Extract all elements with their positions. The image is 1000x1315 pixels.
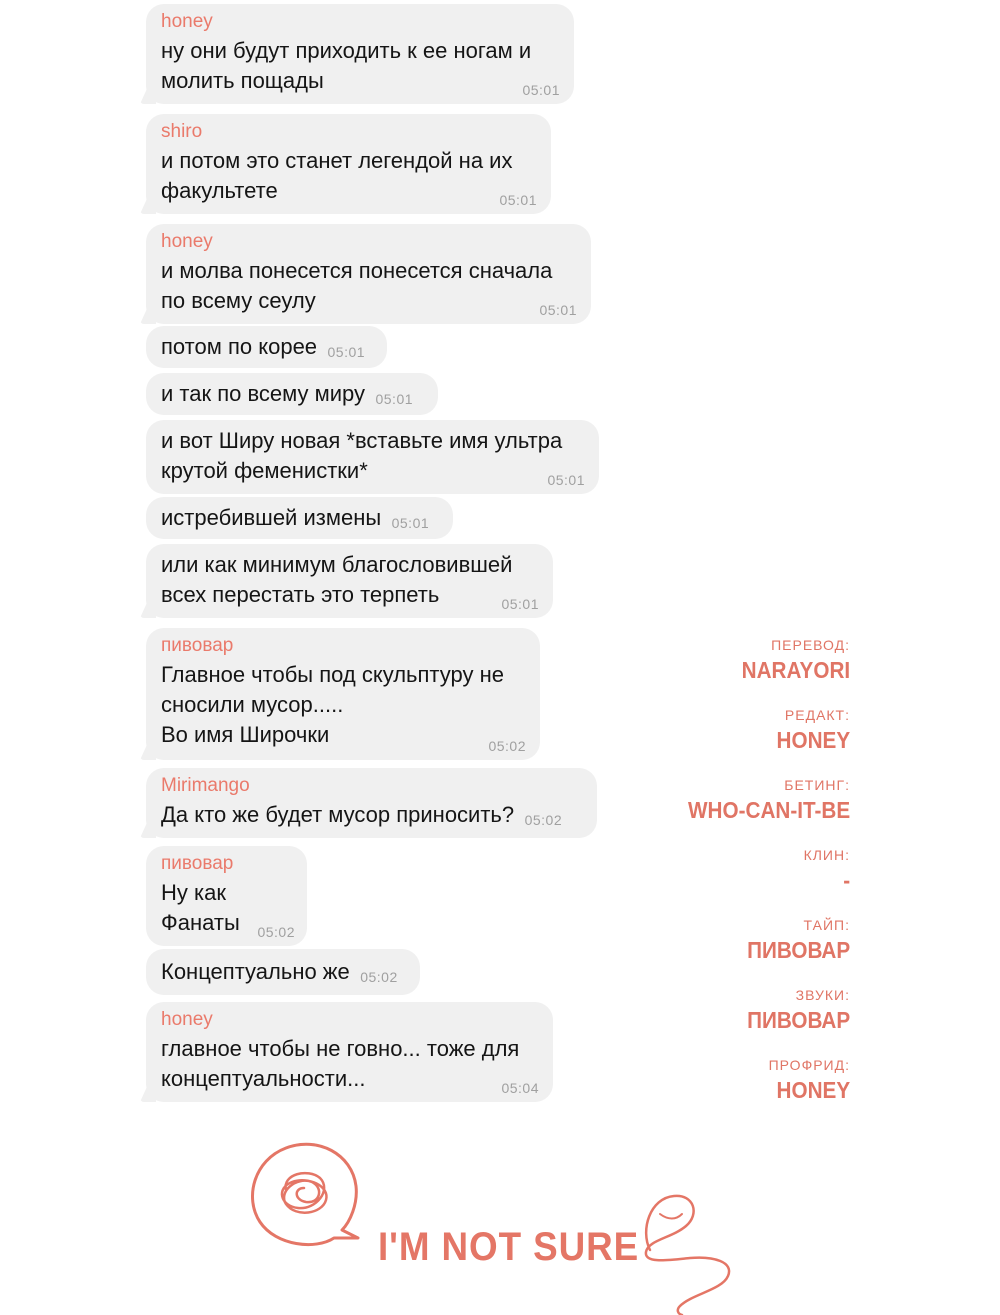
message-time: 05:01 <box>547 472 585 488</box>
message-sender: пивовар <box>161 635 234 656</box>
bubble-tail <box>140 604 156 618</box>
credit-name-sfx: ПИВОВАР <box>747 1007 850 1033</box>
message-time: 05:01 <box>375 391 414 407</box>
message-sender: Mirimango <box>161 775 250 796</box>
credit-role-translation: ПЕРЕВОД: <box>771 637 850 653</box>
message-time: 05:04 <box>501 1080 539 1096</box>
message-sender: honey <box>161 11 213 32</box>
scribble-speech-bubble-icon <box>246 1138 366 1248</box>
message-bubble[interactable] <box>146 420 599 494</box>
bubble-tail <box>140 200 156 214</box>
message-time: 05:02 <box>360 969 398 985</box>
message-time: 05:02 <box>488 738 526 754</box>
bubble-tail <box>140 746 156 760</box>
message-time: 05:01 <box>522 82 560 98</box>
squiggle-icon <box>630 1190 740 1315</box>
credit-name-proofread: HONEY <box>776 1077 850 1103</box>
credit-role-type: ТАЙП: <box>803 917 850 933</box>
credit-role-sfx: ЗВУКИ: <box>795 987 850 1003</box>
credit-name-edit: HONEY <box>776 727 850 753</box>
credits-panel <box>670 636 850 1126</box>
message-bubble[interactable] <box>146 846 307 946</box>
credit-name-clean: - <box>843 867 850 893</box>
message-bubble[interactable] <box>146 114 551 214</box>
logo-text: I'M NOT SURE <box>378 1225 640 1269</box>
bubble-tail <box>140 1088 156 1102</box>
message-text: или как минимум благословившей всех перестать это терпеть <box>161 552 513 607</box>
message-text: главное чтобы не говно... тоже для концептуальности... <box>161 1036 520 1091</box>
message-bubble[interactable] <box>146 1002 553 1102</box>
message-text: Главное чтобы под скульптуру не сносили мусор..... Во имя Широчки <box>161 662 504 747</box>
message-text: и потом это станет легендой на их факультете <box>161 148 513 203</box>
message-text: и вот Ширу новая *вставьте имя ультра крутой феменистки* <box>161 428 563 483</box>
message-text: Концептуально же <box>161 959 350 984</box>
message-sender: shiro <box>161 121 203 142</box>
message-bubble[interactable] <box>146 544 553 618</box>
credit-name-type: ПИВОВАР <box>747 937 850 963</box>
message-time: 05:02 <box>524 812 563 828</box>
bubble-tail <box>140 824 156 838</box>
message-sender: honey <box>161 1009 213 1030</box>
credit-name-translation: NARAYORI <box>741 657 850 683</box>
message-bubble[interactable] <box>146 224 591 324</box>
message-time: 05:01 <box>539 302 577 318</box>
message-time: 05:01 <box>391 515 430 531</box>
message-text: Ну как Фанаты <box>161 880 240 935</box>
credit-role-proofread: ПРОФРИД: <box>768 1057 850 1073</box>
message-text: Да кто же будет мусор приносить? <box>161 802 515 827</box>
message-text: и так по всему миру <box>161 381 366 406</box>
message-bubble[interactable] <box>146 373 438 415</box>
message-sender: пивовар <box>161 853 234 874</box>
message-bubble[interactable] <box>146 326 387 368</box>
message-bubble[interactable] <box>146 768 597 838</box>
credit-role-beta: БЕТИНГ: <box>784 777 850 793</box>
message-bubble[interactable] <box>146 4 574 104</box>
message-time: 05:01 <box>499 192 537 208</box>
bubble-tail <box>140 310 156 324</box>
message-text: ну они будут приходить к ее ногам и молить пощады <box>161 38 532 93</box>
message-text: и молва понесется понесется сначала по всему сеулу <box>161 258 553 313</box>
message-sender: honey <box>161 231 213 252</box>
message-time: 05:01 <box>327 344 366 360</box>
credit-role-clean: КЛИН: <box>803 847 850 863</box>
message-text: истребившей измены <box>161 505 382 530</box>
credit-name-beta: WHO-CAN-IT-BE <box>687 797 850 823</box>
message-bubble[interactable] <box>146 628 540 760</box>
message-time: 05:02 <box>257 924 295 940</box>
credit-role-edit: РЕДАКТ: <box>784 707 850 723</box>
message-bubble[interactable] <box>146 497 453 539</box>
message-text: потом по корее <box>161 334 318 359</box>
bubble-tail <box>140 90 156 104</box>
message-time: 05:01 <box>501 596 539 612</box>
message-bubble[interactable] <box>146 949 420 995</box>
